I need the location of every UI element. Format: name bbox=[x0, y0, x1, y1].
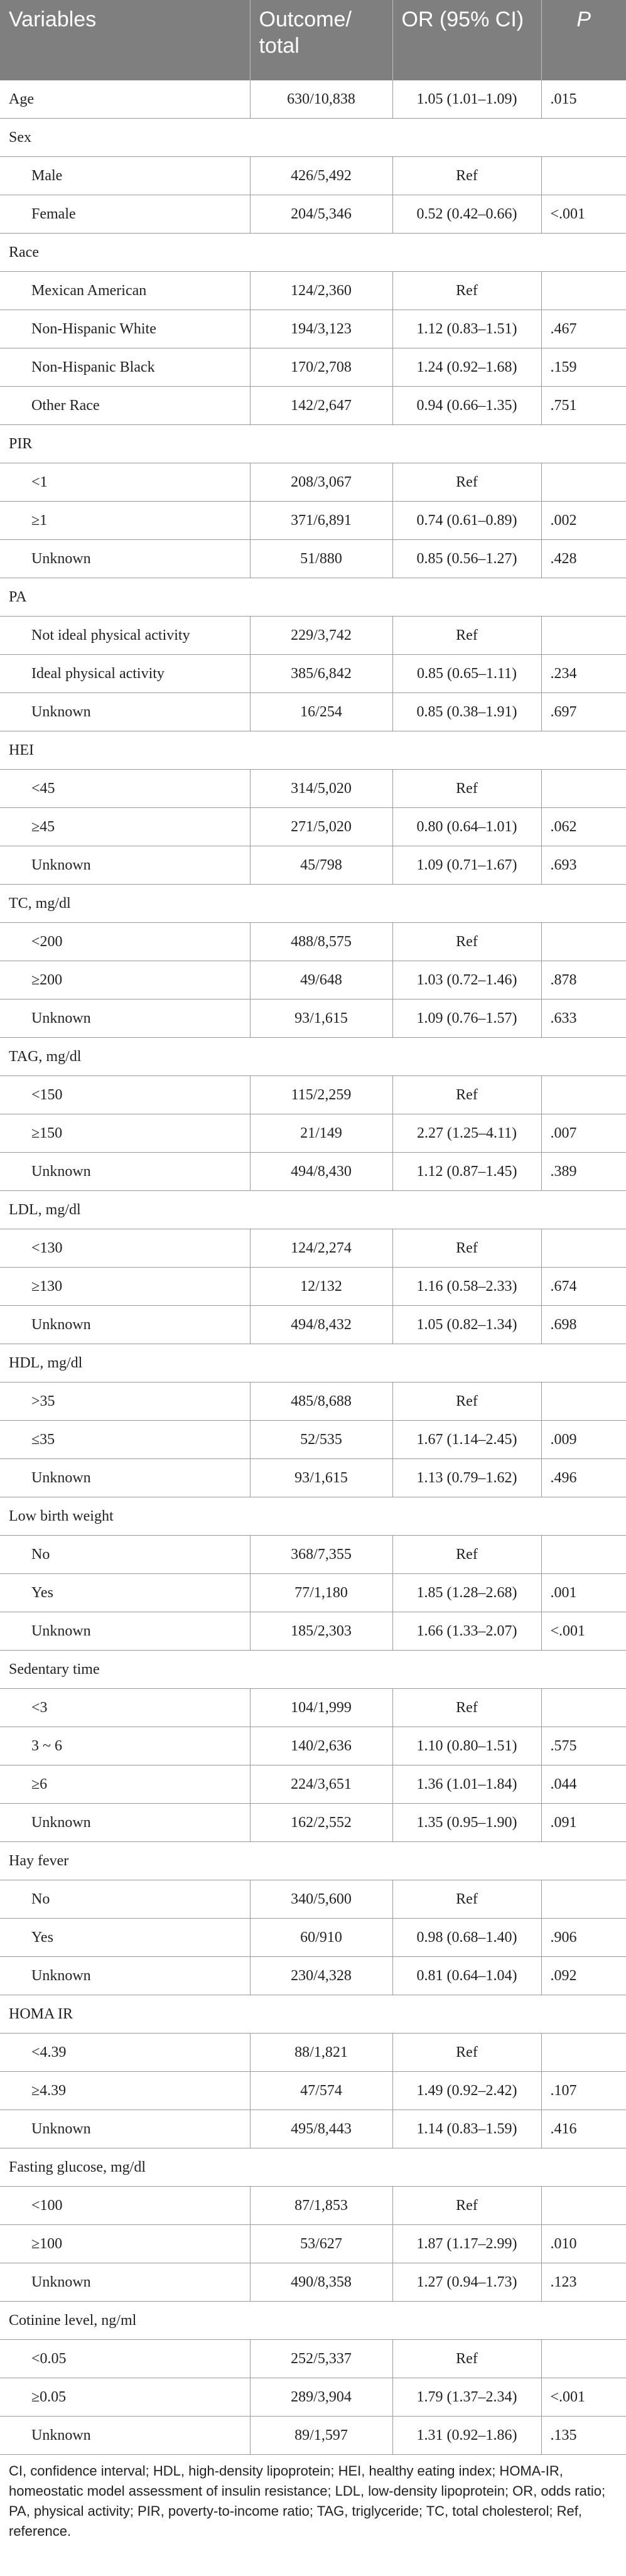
or-cell: 1.14 (0.83–1.59) bbox=[392, 2110, 541, 2148]
p-value-cell: .001 bbox=[541, 1574, 626, 1612]
p-value-cell: .575 bbox=[541, 1727, 626, 1765]
variable-cell: ≥200 bbox=[0, 961, 250, 1000]
table-row bbox=[0, 2340, 626, 2378]
or-cell: 1.24 (0.92–1.68) bbox=[392, 348, 541, 387]
table-row bbox=[0, 923, 626, 961]
outcome-cell: 104/1,999 bbox=[250, 1689, 392, 1727]
outcome-cell: 47/574 bbox=[250, 2072, 392, 2110]
outcome-cell: 495/8,443 bbox=[250, 2110, 392, 2148]
p-value-cell bbox=[541, 2034, 626, 2072]
or-cell: Ref bbox=[392, 463, 541, 502]
or-cell: 1.67 (1.14–2.45) bbox=[392, 1421, 541, 1459]
table-row bbox=[0, 1689, 626, 1727]
p-value-cell bbox=[541, 770, 626, 808]
outcome-cell: 488/8,575 bbox=[250, 923, 392, 961]
variable-cell: Mexican American bbox=[0, 272, 250, 310]
section-row bbox=[0, 2302, 626, 2340]
or-cell: 1.35 (0.95–1.90) bbox=[392, 1804, 541, 1842]
variable-cell: <150 bbox=[0, 1076, 250, 1114]
variable-cell: Unknown bbox=[0, 1804, 250, 1842]
variable-cell: 3 ~ 6 bbox=[0, 1727, 250, 1765]
section-label: Cotinine level, ng/ml bbox=[0, 2302, 626, 2340]
table-row bbox=[0, 157, 626, 195]
outcome-cell: 490/8,358 bbox=[250, 2263, 392, 2302]
header-outcome: Outcome/ total bbox=[250, 0, 392, 80]
table-row bbox=[0, 1957, 626, 1995]
outcome-cell: 60/910 bbox=[250, 1919, 392, 1957]
outcome-cell: 142/2,647 bbox=[250, 387, 392, 425]
outcome-cell: 51/880 bbox=[250, 540, 392, 578]
p-value-cell bbox=[541, 463, 626, 502]
variable-cell: No bbox=[0, 1880, 250, 1919]
p-value-cell: .135 bbox=[541, 2417, 626, 2455]
section-row bbox=[0, 119, 626, 157]
outcome-cell: 21/149 bbox=[250, 1114, 392, 1153]
variable-cell: Other Race bbox=[0, 387, 250, 425]
variable-cell: ≥6 bbox=[0, 1765, 250, 1804]
table-row bbox=[0, 808, 626, 846]
outcome-cell: 385/6,842 bbox=[250, 655, 392, 693]
variable-cell: Not ideal physical activity bbox=[0, 617, 250, 655]
variable-cell: Unknown bbox=[0, 1153, 250, 1191]
section-row bbox=[0, 578, 626, 617]
p-value-cell: .697 bbox=[541, 693, 626, 731]
section-row bbox=[0, 1191, 626, 1229]
outcome-cell: 426/5,492 bbox=[250, 157, 392, 195]
table-row bbox=[0, 1229, 626, 1268]
or-cell: Ref bbox=[392, 2340, 541, 2378]
variable-cell: Male bbox=[0, 157, 250, 195]
table-row bbox=[0, 2225, 626, 2263]
variable-cell: >35 bbox=[0, 1382, 250, 1421]
p-value-cell bbox=[541, 272, 626, 310]
table-row bbox=[0, 2034, 626, 2072]
variable-cell: Unknown bbox=[0, 1000, 250, 1038]
section-label: Fasting glucose, mg/dl bbox=[0, 2148, 626, 2187]
or-cell: Ref bbox=[392, 272, 541, 310]
outcome-cell: 170/2,708 bbox=[250, 348, 392, 387]
or-cell: Ref bbox=[392, 2187, 541, 2225]
p-value-cell: .092 bbox=[541, 1957, 626, 1995]
or-cell: 1.12 (0.87–1.45) bbox=[392, 1153, 541, 1191]
outcome-cell: 368/7,355 bbox=[250, 1536, 392, 1574]
table-row bbox=[0, 348, 626, 387]
or-cell: 0.80 (0.64–1.01) bbox=[392, 808, 541, 846]
table-row bbox=[0, 2378, 626, 2417]
variable-cell: Non-Hispanic Black bbox=[0, 348, 250, 387]
or-cell: 1.85 (1.28–2.68) bbox=[392, 1574, 541, 1612]
variable-cell: Age bbox=[0, 80, 250, 119]
section-label: Sex bbox=[0, 119, 626, 157]
table-row bbox=[0, 1153, 626, 1191]
variable-cell: Female bbox=[0, 195, 250, 234]
outcome-cell: 87/1,853 bbox=[250, 2187, 392, 2225]
table-row bbox=[0, 1421, 626, 1459]
table-row bbox=[0, 1765, 626, 1804]
outcome-cell: 494/8,430 bbox=[250, 1153, 392, 1191]
or-cell: 2.27 (1.25–4.11) bbox=[392, 1114, 541, 1153]
section-row bbox=[0, 1995, 626, 2034]
p-value-cell: .062 bbox=[541, 808, 626, 846]
variable-cell: <130 bbox=[0, 1229, 250, 1268]
table-row bbox=[0, 961, 626, 1000]
section-row bbox=[0, 731, 626, 770]
outcome-cell: 208/3,067 bbox=[250, 463, 392, 502]
p-value-cell: <.001 bbox=[541, 1612, 626, 1651]
or-cell: 1.05 (1.01–1.09) bbox=[392, 80, 541, 119]
outcome-cell: 630/10,838 bbox=[250, 80, 392, 119]
section-row bbox=[0, 1842, 626, 1880]
variable-cell: <100 bbox=[0, 2187, 250, 2225]
outcome-cell: 52/535 bbox=[250, 1421, 392, 1459]
table-row bbox=[0, 387, 626, 425]
p-value-cell bbox=[541, 1880, 626, 1919]
p-value-cell: <.001 bbox=[541, 2378, 626, 2417]
section-row bbox=[0, 885, 626, 923]
variable-cell: Unknown bbox=[0, 1957, 250, 1995]
or-cell: 1.31 (0.92–1.86) bbox=[392, 2417, 541, 2455]
outcome-cell: 204/5,346 bbox=[250, 195, 392, 234]
outcome-cell: 77/1,180 bbox=[250, 1574, 392, 1612]
table-body bbox=[0, 80, 626, 2455]
or-cell: Ref bbox=[392, 1229, 541, 1268]
table-row bbox=[0, 2417, 626, 2455]
variable-cell: ≥4.39 bbox=[0, 2072, 250, 2110]
variable-cell: Ideal physical activity bbox=[0, 655, 250, 693]
outcome-cell: 485/8,688 bbox=[250, 1382, 392, 1421]
p-value-cell: .234 bbox=[541, 655, 626, 693]
table-row bbox=[0, 2072, 626, 2110]
or-cell: 0.85 (0.65–1.11) bbox=[392, 655, 541, 693]
variable-cell: Unknown bbox=[0, 1459, 250, 1497]
outcome-cell: 340/5,600 bbox=[250, 1880, 392, 1919]
or-cell: 1.79 (1.37–2.34) bbox=[392, 2378, 541, 2417]
variable-cell: Unknown bbox=[0, 2417, 250, 2455]
outcome-cell: 271/5,020 bbox=[250, 808, 392, 846]
variable-cell: Unknown bbox=[0, 1306, 250, 1344]
table-row bbox=[0, 1114, 626, 1153]
or-cell: 0.98 (0.68–1.40) bbox=[392, 1919, 541, 1957]
or-cell: Ref bbox=[392, 1689, 541, 1727]
table-row bbox=[0, 693, 626, 731]
or-cell: Ref bbox=[392, 770, 541, 808]
or-cell: Ref bbox=[392, 1536, 541, 1574]
variable-cell: ≥1 bbox=[0, 502, 250, 540]
outcome-cell: 115/2,259 bbox=[250, 1076, 392, 1114]
variable-cell: <200 bbox=[0, 923, 250, 961]
table-row bbox=[0, 655, 626, 693]
variable-cell: <3 bbox=[0, 1689, 250, 1727]
table-row bbox=[0, 1459, 626, 1497]
p-value-cell: .698 bbox=[541, 1306, 626, 1344]
variable-cell: Yes bbox=[0, 1574, 250, 1612]
variable-cell: <4.39 bbox=[0, 2034, 250, 2072]
section-label: HOMA IR bbox=[0, 1995, 626, 2034]
table-row bbox=[0, 2263, 626, 2302]
p-value-cell bbox=[541, 1536, 626, 1574]
variable-cell: <0.05 bbox=[0, 2340, 250, 2378]
or-cell: 1.05 (0.82–1.34) bbox=[392, 1306, 541, 1344]
section-label: HDL, mg/dl bbox=[0, 1344, 626, 1382]
p-value-cell: .906 bbox=[541, 1919, 626, 1957]
outcome-cell: 88/1,821 bbox=[250, 2034, 392, 2072]
variable-cell: <45 bbox=[0, 770, 250, 808]
table-row bbox=[0, 1000, 626, 1038]
outcome-cell: 93/1,615 bbox=[250, 1459, 392, 1497]
section-label: TC, mg/dl bbox=[0, 885, 626, 923]
or-cell: Ref bbox=[392, 1076, 541, 1114]
header-or: OR (95% CI) bbox=[392, 0, 541, 80]
section-label: PA bbox=[0, 578, 626, 617]
table-row bbox=[0, 1804, 626, 1842]
header-variables: Variables bbox=[0, 0, 250, 80]
table-row bbox=[0, 2187, 626, 2225]
table-row bbox=[0, 1076, 626, 1114]
table-row bbox=[0, 2110, 626, 2148]
outcome-cell: 124/2,360 bbox=[250, 272, 392, 310]
outcome-cell: 229/3,742 bbox=[250, 617, 392, 655]
p-value-cell: .674 bbox=[541, 1268, 626, 1306]
or-cell: 1.09 (0.71–1.67) bbox=[392, 846, 541, 885]
section-label: LDL, mg/dl bbox=[0, 1191, 626, 1229]
header-p: P bbox=[541, 0, 626, 80]
p-value-cell bbox=[541, 2187, 626, 2225]
p-value-cell bbox=[541, 157, 626, 195]
p-value-cell: .007 bbox=[541, 1114, 626, 1153]
outcome-cell: 194/3,123 bbox=[250, 310, 392, 348]
table-row bbox=[0, 1536, 626, 1574]
section-row bbox=[0, 234, 626, 272]
p-value-cell: .015 bbox=[541, 80, 626, 119]
or-cell: Ref bbox=[392, 157, 541, 195]
or-cell: 1.03 (0.72–1.46) bbox=[392, 961, 541, 1000]
variable-cell: ≥45 bbox=[0, 808, 250, 846]
table-row bbox=[0, 846, 626, 885]
table-row bbox=[0, 502, 626, 540]
outcome-cell: 93/1,615 bbox=[250, 1000, 392, 1038]
variable-cell: Unknown bbox=[0, 2263, 250, 2302]
outcome-cell: 49/648 bbox=[250, 961, 392, 1000]
outcome-cell: 252/5,337 bbox=[250, 2340, 392, 2378]
outcome-cell: 89/1,597 bbox=[250, 2417, 392, 2455]
section-label: PIR bbox=[0, 425, 626, 463]
p-value-cell: .044 bbox=[541, 1765, 626, 1804]
or-cell: 1.36 (1.01–1.84) bbox=[392, 1765, 541, 1804]
outcome-cell: 16/254 bbox=[250, 693, 392, 731]
variable-cell: Unknown bbox=[0, 540, 250, 578]
section-row bbox=[0, 1651, 626, 1689]
outcome-cell: 371/6,891 bbox=[250, 502, 392, 540]
p-value-cell: .159 bbox=[541, 348, 626, 387]
section-row bbox=[0, 1038, 626, 1076]
section-label: TAG, mg/dl bbox=[0, 1038, 626, 1076]
or-cell: 1.16 (0.58–2.33) bbox=[392, 1268, 541, 1306]
p-value-cell: .009 bbox=[541, 1421, 626, 1459]
table-header-row bbox=[0, 0, 626, 80]
table-row bbox=[0, 310, 626, 348]
table-row bbox=[0, 463, 626, 502]
p-value-cell: .002 bbox=[541, 502, 626, 540]
table-row bbox=[0, 80, 626, 119]
section-label: Low birth weight bbox=[0, 1497, 626, 1536]
or-cell: Ref bbox=[392, 923, 541, 961]
p-value-cell: .428 bbox=[541, 540, 626, 578]
or-cell: 1.66 (1.33–2.07) bbox=[392, 1612, 541, 1651]
p-value-cell: <.001 bbox=[541, 195, 626, 234]
section-row bbox=[0, 2148, 626, 2187]
outcome-cell: 185/2,303 bbox=[250, 1612, 392, 1651]
section-label: Race bbox=[0, 234, 626, 272]
variable-cell: No bbox=[0, 1536, 250, 1574]
p-value-cell bbox=[541, 923, 626, 961]
outcome-cell: 162/2,552 bbox=[250, 1804, 392, 1842]
table-row bbox=[0, 1880, 626, 1919]
section-row bbox=[0, 1497, 626, 1536]
table-row bbox=[0, 1727, 626, 1765]
or-cell: 1.13 (0.79–1.62) bbox=[392, 1459, 541, 1497]
or-cell: 1.27 (0.94–1.73) bbox=[392, 2263, 541, 2302]
variable-cell: ≥100 bbox=[0, 2225, 250, 2263]
p-value-cell: .496 bbox=[541, 1459, 626, 1497]
p-value-cell bbox=[541, 1076, 626, 1114]
outcome-cell: 314/5,020 bbox=[250, 770, 392, 808]
variable-cell: Unknown bbox=[0, 2110, 250, 2148]
section-label: Sedentary time bbox=[0, 1651, 626, 1689]
table-row bbox=[0, 770, 626, 808]
p-value-cell: .416 bbox=[541, 2110, 626, 2148]
outcome-cell: 230/4,328 bbox=[250, 1957, 392, 1995]
outcome-cell: 124/2,274 bbox=[250, 1229, 392, 1268]
variable-cell: <1 bbox=[0, 463, 250, 502]
or-cell: 1.87 (1.17–2.99) bbox=[392, 2225, 541, 2263]
variable-cell: ≥150 bbox=[0, 1114, 250, 1153]
outcome-cell: 224/3,651 bbox=[250, 1765, 392, 1804]
p-value-cell bbox=[541, 617, 626, 655]
p-value-cell: .751 bbox=[541, 387, 626, 425]
table-row bbox=[0, 1919, 626, 1957]
or-cell: 1.10 (0.80–1.51) bbox=[392, 1727, 541, 1765]
or-cell: 0.85 (0.38–1.91) bbox=[392, 693, 541, 731]
section-row bbox=[0, 425, 626, 463]
or-cell: 0.85 (0.56–1.27) bbox=[392, 540, 541, 578]
p-value-cell bbox=[541, 1689, 626, 1727]
outcome-cell: 140/2,636 bbox=[250, 1727, 392, 1765]
outcome-cell: 12/132 bbox=[250, 1268, 392, 1306]
section-label: Hay fever bbox=[0, 1842, 626, 1880]
p-value-cell: .878 bbox=[541, 961, 626, 1000]
table-row bbox=[0, 540, 626, 578]
section-label: HEI bbox=[0, 731, 626, 770]
variable-cell: ≤35 bbox=[0, 1421, 250, 1459]
or-cell: Ref bbox=[392, 2034, 541, 2072]
or-cell: 1.09 (0.76–1.57) bbox=[392, 1000, 541, 1038]
table-row bbox=[0, 1268, 626, 1306]
p-value-cell: .123 bbox=[541, 2263, 626, 2302]
outcome-cell: 494/8,432 bbox=[250, 1306, 392, 1344]
table-row bbox=[0, 1382, 626, 1421]
or-cell: 0.74 (0.61–0.89) bbox=[392, 502, 541, 540]
table-row bbox=[0, 617, 626, 655]
or-cell: 0.94 (0.66–1.35) bbox=[392, 387, 541, 425]
table-row bbox=[0, 195, 626, 234]
p-value-cell: .091 bbox=[541, 1804, 626, 1842]
or-cell: Ref bbox=[392, 1382, 541, 1421]
p-value-cell: .467 bbox=[541, 310, 626, 348]
p-value-cell bbox=[541, 2340, 626, 2378]
p-value-cell: .107 bbox=[541, 2072, 626, 2110]
outcome-cell: 53/627 bbox=[250, 2225, 392, 2263]
or-cell: 0.52 (0.42–0.66) bbox=[392, 195, 541, 234]
p-value-cell: .010 bbox=[541, 2225, 626, 2263]
variable-cell: Unknown bbox=[0, 693, 250, 731]
variable-cell: ≥130 bbox=[0, 1268, 250, 1306]
table-footnote: CI, confidence interval; HDL, high-density lipoprotein; HEI, healthy eating index; HOMA-IR, homeostatic model assessment of insulin resistance; LDL, low-density lipoprotein; OR, odds ratio; PA, physical activity; PIR, poverty-to-income ratio; TAG, triglyceride; TC, total cholesterol; Ref, reference. bbox=[9, 2463, 606, 2539]
or-cell: Ref bbox=[392, 1880, 541, 1919]
or-cell: 1.49 (0.92–2.42) bbox=[392, 2072, 541, 2110]
p-value-cell: .633 bbox=[541, 1000, 626, 1038]
p-value-cell bbox=[541, 1382, 626, 1421]
table-row bbox=[0, 1612, 626, 1651]
table-row bbox=[0, 272, 626, 310]
table-row bbox=[0, 1306, 626, 1344]
outcome-cell: 289/3,904 bbox=[250, 2378, 392, 2417]
variable-cell: Yes bbox=[0, 1919, 250, 1957]
p-value-cell bbox=[541, 1229, 626, 1268]
or-cell: 0.81 (0.64–1.04) bbox=[392, 1957, 541, 1995]
variable-cell: Unknown bbox=[0, 1612, 250, 1651]
variable-cell: Non-Hispanic White bbox=[0, 310, 250, 348]
variable-cell: ≥0.05 bbox=[0, 2378, 250, 2417]
p-value-cell: .693 bbox=[541, 846, 626, 885]
outcome-cell: 45/798 bbox=[250, 846, 392, 885]
table-row bbox=[0, 1574, 626, 1612]
variable-cell: Unknown bbox=[0, 846, 250, 885]
or-cell: 1.12 (0.83–1.51) bbox=[392, 310, 541, 348]
p-value-cell: .389 bbox=[541, 1153, 626, 1191]
or-cell: Ref bbox=[392, 617, 541, 655]
section-row bbox=[0, 1344, 626, 1382]
